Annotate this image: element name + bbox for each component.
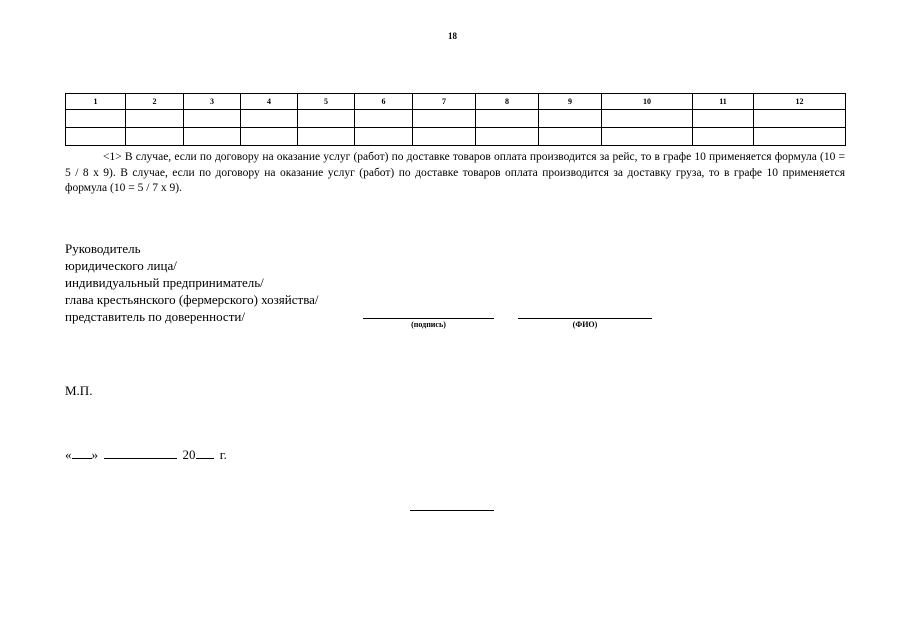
signatory-line: представитель по доверенности/ <box>65 309 245 324</box>
table-row <box>66 110 846 128</box>
table-cell[interactable] <box>602 128 693 146</box>
name-line <box>518 318 652 319</box>
table-cell[interactable] <box>355 128 413 146</box>
signature-line <box>363 318 494 319</box>
table-cell[interactable] <box>298 110 355 128</box>
table-cell[interactable] <box>184 128 241 146</box>
table-cell[interactable] <box>539 110 602 128</box>
table-cell[interactable] <box>126 128 184 146</box>
column-header: 1 <box>66 94 126 110</box>
table-cell[interactable] <box>241 110 298 128</box>
day-blank <box>72 447 92 459</box>
bottom-line <box>410 510 494 511</box>
column-header: 2 <box>126 94 184 110</box>
column-header: 4 <box>241 94 298 110</box>
signature-label: (подпись) <box>411 320 446 329</box>
table-cell[interactable] <box>754 128 846 146</box>
date-close-quote: » <box>91 447 98 462</box>
column-header: 7 <box>413 94 476 110</box>
signatory-block <box>65 240 319 325</box>
column-header: 3 <box>184 94 241 110</box>
signatory-line: Руководитель <box>65 241 141 256</box>
table-cell[interactable] <box>66 128 126 146</box>
table-header-row <box>66 94 846 110</box>
column-header: 10 <box>602 94 693 110</box>
table-cell[interactable] <box>539 128 602 146</box>
table-cell[interactable] <box>298 128 355 146</box>
footnote: <1> В случае, если по договору на оказание услуг (работ) по доставке товаров оплата производится за рейс, то в графе 10 применяется формула (10 = 5 / 8 x 9). В случае, если по договору на оказание услуг (работ) по доставке товаров оплата производится за доставку груза, то в графе 10 применяется формула (10 = 5 / 7 x 9). <box>65 151 845 194</box>
table-cell[interactable] <box>693 128 754 146</box>
table-cell[interactable] <box>602 110 693 128</box>
table-cell[interactable] <box>241 128 298 146</box>
table-cell[interactable] <box>476 128 539 146</box>
table-cell[interactable] <box>754 110 846 128</box>
date-open-quote: « <box>65 447 72 462</box>
table-cell[interactable] <box>184 110 241 128</box>
year-prefix: 20 <box>182 447 196 462</box>
table-row <box>66 128 846 146</box>
date-line <box>65 447 227 463</box>
stamp-label: М.П. <box>65 383 93 398</box>
table-cell[interactable] <box>413 110 476 128</box>
signatory-line: глава крестьянского (фермерского) хозяйства/ <box>65 292 319 307</box>
table-cell[interactable] <box>126 110 184 128</box>
year-blank <box>196 447 214 459</box>
column-header: 9 <box>539 94 602 110</box>
table-cell[interactable] <box>66 110 126 128</box>
table-cell[interactable] <box>355 110 413 128</box>
column-header: 12 <box>754 94 846 110</box>
page-number: 18 <box>448 31 457 41</box>
name-label: (ФИО) <box>572 320 598 329</box>
column-header: 11 <box>693 94 754 110</box>
column-header: 8 <box>476 94 539 110</box>
month-blank <box>104 447 177 459</box>
signatory-line: индивидуальный предприниматель/ <box>65 275 264 290</box>
table-cell[interactable] <box>476 110 539 128</box>
column-header: 6 <box>355 94 413 110</box>
data-table <box>65 93 846 146</box>
table-cell[interactable] <box>413 128 476 146</box>
year-suffix: г. <box>219 447 227 462</box>
table-cell[interactable] <box>693 110 754 128</box>
column-header: 5 <box>298 94 355 110</box>
signatory-line: юридического лица/ <box>65 258 177 273</box>
